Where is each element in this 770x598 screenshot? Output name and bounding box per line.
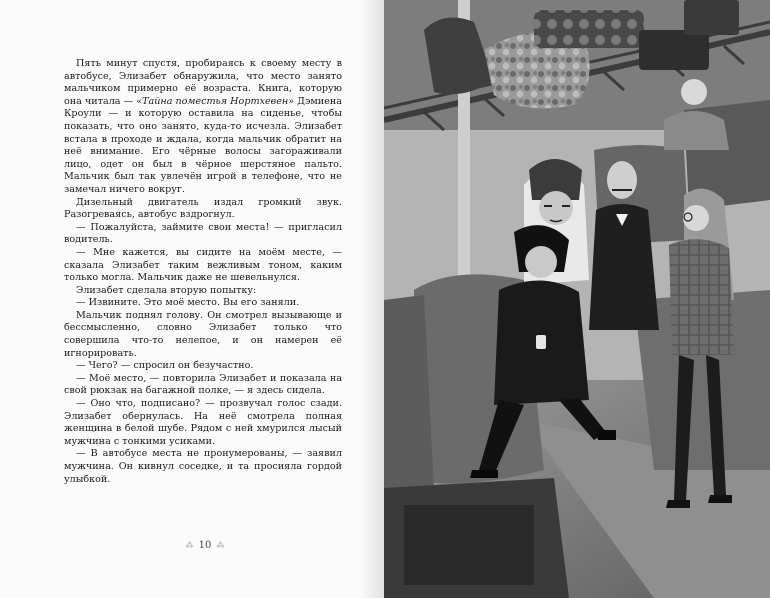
paragraph — [64, 58, 342, 197]
ornament-icon: ⁂ — [185, 541, 194, 550]
paragraph: Мальчик поднял голову. Он смотрел вызывающе и бессмысленно, словно Элизабет только что совершила что-то нелепое, и он намерен её игнорировать. — [64, 309, 342, 359]
bus-interior-illustration — [384, 0, 770, 598]
seat-panel — [404, 505, 534, 585]
dotted-suitcase-icon — [534, 10, 644, 48]
paragraph: — Мне кажется, вы сидите на моём месте, — сказала Элизабет таким вежливым тоном, каким только могла. Мальчик даже не шевельнулся. — [64, 246, 342, 284]
gutter-shadow — [360, 0, 384, 598]
paragraph: Дизельный двигатель издал громкий звук. Разогреваясь, автобус вздрогнул. — [64, 196, 342, 221]
book-title: Тайна поместья Нортхевен — [142, 95, 289, 107]
ornament-icon: ⁂ — [216, 541, 225, 550]
page-number — [160, 540, 250, 551]
paragraph: — Чего? — спросил он безучастно. — [76, 360, 254, 372]
left-page — [0, 0, 384, 598]
paragraph: Элизабет сделала вторую попытку: — [76, 284, 257, 296]
paragraph: — Оно что, подписано? — прозвучал голос сзади. Элизабет обернулась. На неё смотрела полная женщина в белой шубе. Рядом с ней хмурился лысый мужчина с тонкими усиками. — [64, 398, 342, 447]
page-number-value: 10 — [198, 540, 212, 551]
illustration — [384, 0, 770, 598]
paragraph: — В автобусе места не пронумерованы, — заявил мужчина. Он кивнул соседке, и та просияла гордой улыбкой. — [64, 448, 342, 485]
paragraph-text-end: » Дэмиена Кроули — и которую оставила на сиденье, чтобы показать, что оно занято, куда-то исчезла. Элизабет встала в проходе и ждала, когда мальчик обратит на неё внимание. Его чёрные волосы загораживали лицо, одет он был в чёрное шерстяное пальто. Мальчик был так увлечён игрой в телефоне, что не замечал ничего вокруг. — [64, 95, 342, 195]
body-text — [64, 58, 342, 486]
paragraph-text: Пять минут спустя, пробираясь к своему месту в автобусе, Элизабет обнаружила, что место занято мальчиком примерно её возраста. Книга, которую она читала — « — [64, 58, 342, 107]
paragraph: — Пожалуйста, займите свои места! — пригласил водитель. — [64, 221, 342, 246]
suitcase-icon — [639, 30, 709, 70]
paragraph: — Моё место, — повторила Элизабет и показала на свой рюкзак на багажной полке, — я здесь сидела. — [64, 372, 342, 397]
suitcase-icon — [684, 0, 739, 35]
phone-icon — [536, 335, 546, 349]
paragraph: — Извините. Это моё место. Вы его заняли. — [76, 297, 300, 309]
